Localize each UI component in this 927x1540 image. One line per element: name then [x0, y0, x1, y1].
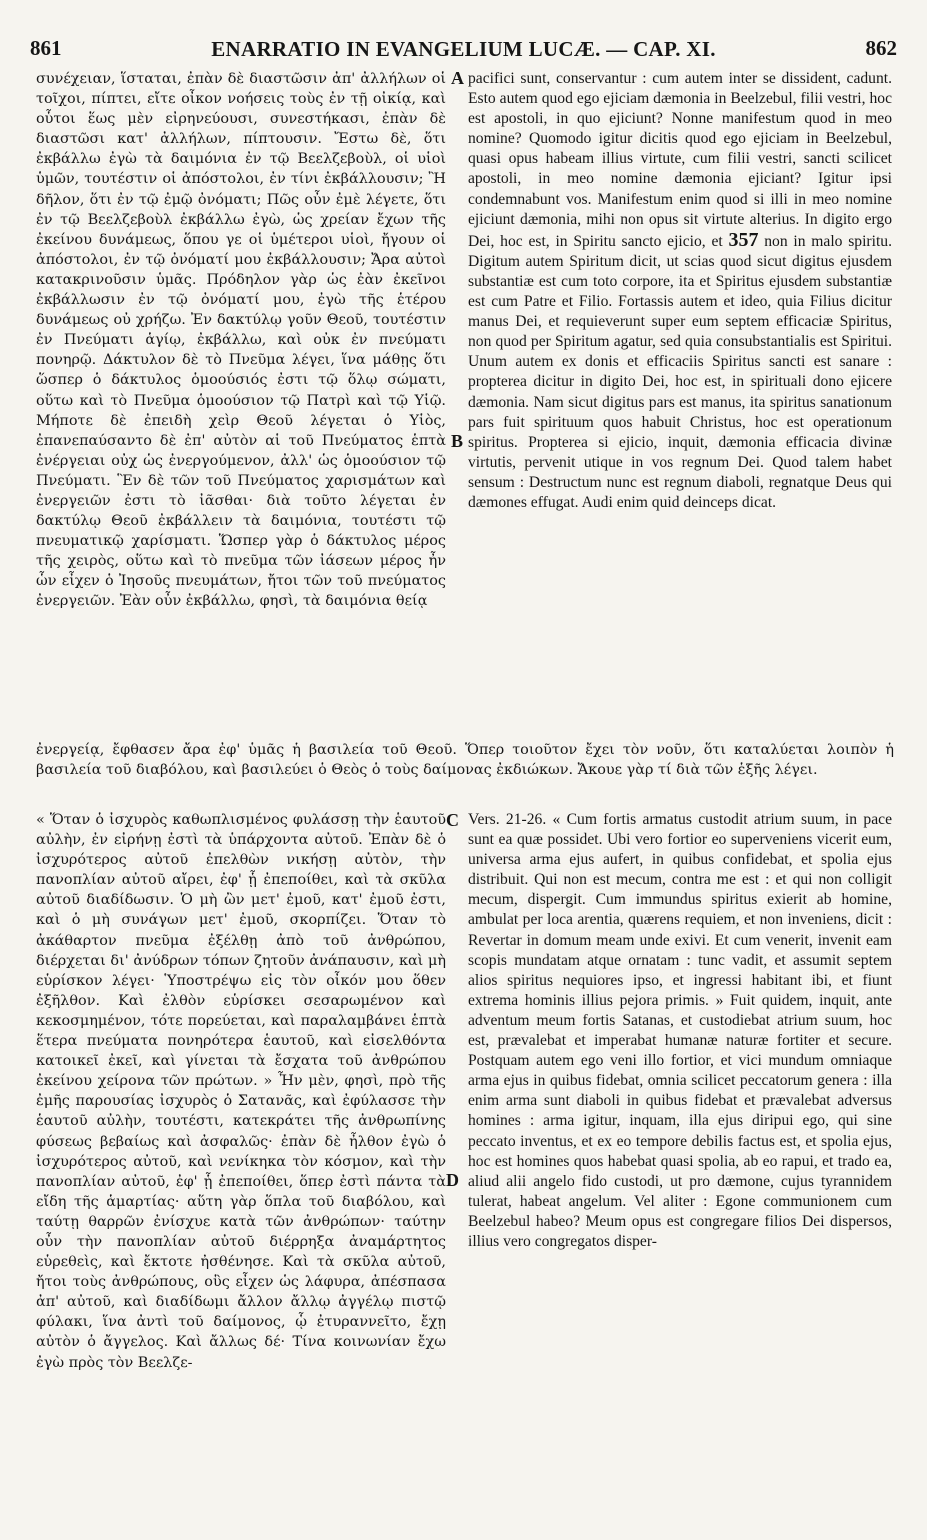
page-number-right: 862 — [865, 36, 897, 60]
page-number-left: 861 — [30, 36, 62, 60]
latin-column-top — [468, 69, 892, 741]
greek-spanning-text: ἐνεργείᾳ, ἔφθασεν ἄρα ἐφ' ὑμᾶς ἡ βασιλεία τοῦ Θεοῦ. Ὅπερ τοιοῦτον ἔχει τὸν νοῦν, ὅτι καταλύεται λοιπὸν ἡ βασιλεία τοῦ διαβόλου, καὶ βασιλεύει ὁ Θεὸς ὁ τοὺς δαίμονας ἐκδιώκων. Ἄκουε γὰρ τί διὰ τῶν ἑξῆς λέγει. — [36, 742, 894, 779]
greek-column-bottom: « Ὅταν ὁ ἰσχυρὸς καθωπλισμένος φυλάσσῃ τὴν ἑαυτοῦ αὐλὴν, ἐν εἰρήνῃ ἐστὶ τὰ ὑπάρχοντα αὐτοῦ. Ἐπὰν δὲ ὁ ἰσχυρότερος αὐτοῦ ἐπελθὼν νικήσῃ αὐτὸν, τὴν πανοπλίαν αὐτοῦ αἴρει, ἐφ' ᾗ ἐπεποίθει, καὶ τὰ σκῦλα αὐτοῦ διαδίδωσιν. Ὁ μὴ ὢν μετ' ἐμοῦ, κατ' ἐμοῦ ἐστι, καὶ ὁ μὴ συνάγων μετ' ἐμοῦ, σκορπίζει. Ὅταν τὸ ἀκάθαρτον πνεῦμα ἐξέλθῃ ἀπὸ τοῦ ἀνθρώπου, διέρχεται δι' ἀνύδρων τόπων ζητοῦν ἀνάπαυσιν, καὶ μὴ εὑρίσκον λέγει· Ὑποστρέψω εἰς τὸν οἶκόν μου ὅθεν ἐξῆλθον. Καὶ ἐλθὸν εὑρίσκει σεσαρωμένον καὶ κεκοσμημένον, τότε πορεύεται, καὶ παραλαμβάνει ἑπτὰ ἕτερα πνεύματα πονηρότερα ἑαυτοῦ, καὶ εἰσελθόντα κατοικεῖ ἐκεῖ, καὶ γίνεται τὰ ἔσχατα τοῦ ἀνθρώπου ἐκείνου χείρονα τῶν πρώτων. » Ἦν μὲν, φησὶ, πρὸ τῆς ἐμῆς παρουσίας ἰσχυρὸς ὁ Σατανᾶς, καὶ ἐφύλασσε τὴν ἑαυτοῦ αὐλὴν, τουτέστι, κατεκράτει τῆς ἀνθρωπίνης φύσεως βεβαίως καὶ ἀσφαλῶς· ἐπὰν δὲ ἦλθον ἐγὼ ὁ ἰσχυρότερος αὐτοῦ, καὶ νενίκηκα τὸν κόσμον, καὶ τὴν πανοπλίαν αὐτοῦ, ἐφ' ᾗ ἐπεποίθει, ὅπερ ἐστὶ πάντα τὰ εἴδη τῆς ἁμαρτίας· αὕτη γὰρ ὅπλα τοῦ διαβόλου, καὶ ταύτῃ θαρρῶν ἐνίσχυε κατὰ τῶν ἀνθρώπων· ταύτην οὖν τὴν πανοπλίαν αὐτοῦ διέρρηξα ἀναμάρτητος εὑρεθεὶς, καὶ ἔκτοτε ἠσθένησε. Καὶ τὰ σκῦλα αὐτοῦ, ἤτοι τοὺς ἀνθρώπους, οὓς εἶχεν ὡς λάφυρα, ἀπέσπασα ἀπ' αὐτοῦ, καὶ διαδίδωμι ἄλλον ἄλλῳ ἀγγέλῳ πιστῷ φύλακι, ἵνα ἀντὶ τοῦ δαίμονος, ᾧ ἐτυραννεῖτο, ἔχῃ αὐτὸν ὁ ἄγγελος. Καὶ ἄλλως δέ· Τίνα κοινωνίαν ἔχω ἐγὼ πρὸς τὸν Βεελζε- — [36, 812, 446, 1371]
marker-a: A — [451, 68, 464, 88]
marker-c: C — [446, 810, 459, 830]
marker-b: B — [451, 431, 464, 451]
latin-column-bottom: Vers. 21-26. « Cum fortis armatus custodit atrium suum, in pace sunt ea quæ possidet. Ubi vero fortior eo superveniens vicerit eum, universa arma ejus aufert, in quibus confidebat, et spolia ejus distribuit. Qui non est mecum, contra me est : et qui non colligit mecum, dispergit. Cum immundus spiritus exierit ab homine, ambulat per loca arentia, quærens requiem, et non inveniens, dicit : Revertar in domum meam unde exivi. Et cum venerit, invenit eam scopis mundatam atque ornatam : tunc vadit, et assumit septem alios spiritus nequiores ipso, et ingressi habitant ibi, et fiunt extrema hominis illius pejora primis. » Fuit quidem, inquit, ante adventum meum fortis Satanas, et custodiebat atrium suum, hoc est, prævalebat et imperabat humanæ naturæ fortiter et secure. Postquam autem ego veni illo fortior, et vici mundum omniaque arma ejus in quibus fidebat, omnia scilicet peccatorum genera : illa enim arma sunt diaboli in quibus fidebat et prævalebat adversus homines : arma igitur, inquam, illa ejus diripui ego, qui sine peccato inventus, et ex eo tempore debilis factus est, et spolia ejus, hoc est homines quos habebat quasi spolia, ab eo rapui, et trado ea, aliud alii angelo fido custodi, ut pro dæmone, cujus tyrannidem tulerat, habeat angelum. Vel aliter : Egone communionem cum Beelzebul habeo? Meum opus est congregare filios Dei dispersos, illius vero congregatos disper- — [468, 811, 892, 1250]
latin-top-part-2: non in malo spiritu. Digitum autem Spiritum dicit, ut scias quod sicut digitus ejusdem substantiæ est cum toto corpore, ita et Spiritus ejusdem substantiæ est cum Patre et Filio. Fortassis autem et ideo, quia Filius dicitur manus Dei, et requieverunt super eum septem efficaciæ Spiritus, non quod per Spiritum agatur, sed quia consubstantialis est Spiritui. Unum autem ex donis et efficaciis Spiritus sancti est sanare : propterea dicitur in digito Dei, hoc est, in spirituali dono ejicere dæmonia. Nam sicut digitus pars est manus, ita spiritus sanationum pars fuit spirituum quos habuit Christus, hoc est operationum spiritus. Propterea si ejicio, inquit, dæmonia efficacia divinæ virtutis, pervenit utique in vos regnum Dei. Quod talem habet sensum : Destructum nunc est regnum diaboli, regnatque Deus qui dæmones effugat. Audi enim quid deinceps dicat. — [468, 232, 892, 511]
greek-column-top: συνέχειαν, ἵσταται, ἐπὰν δὲ διαστῶσιν ἀπ' ἀλλήλων οἱ τοῖχοι, πίπτει, εἴτε οἶκον νοήσεις τοὺς ἐν τῇ οἰκίᾳ, καὶ οὗτοι ἕως μὲν εἰρηνεύουσι, συνεστήκασι, ἐπὰν δὲ διαστῶσι κατ' ἀλλήλων, πίπτουσιν. Ἔστω δὲ, ὅτι ἐκβάλλω ἐγὼ τὰ δαιμόνια ἐν τῷ Βεελζεβοὺλ, οἱ υἱοὶ ὑμῶν, τουτέστιν οἱ ἀπόστολοι, ἐν τίνι ἐκβάλλουσιν; Ἢ δῆλον, ὅτι ἐν τῷ ἐμῷ ὀνόματι; Πῶς οὖν ἐμὲ λέγετε, ὅτι ἐν τῷ Βεελζεβοὺλ ἐκβάλλω ἐγὼ, ὡς χρείαν ἔχων τῆς ἐκείνου δυνάμεως, ὅπου γε οἱ ὑμέτεροι υἱοὶ, ἤγουν οἱ ἀπόστολοι, ἐν τῷ ὀνόματί μου ἐκβάλλουσιν; Ἄρα αὐτοὶ κατακρινοῦσιν ὑμᾶς. Πρόδηλον γὰρ ὡς ἐὰν ἐκεῖνοι ἐκβάλλωσιν ἐν τῷ ὀνόματί μου, ἐγὼ τῆς ἑτέρου δυνάμεως οὐ χρήζω. Ἐν δακτύλῳ γοῦν Θεοῦ, τουτέστιν ἐν Πνεύματι ἁγίῳ, ἐκβάλλω, καὶ οὐκ ἐν πνεύματι πονηρῷ. Δάκτυλον δὲ τὸ Πνεῦμα λέγει, ἵνα μάθῃς ὅτι ὥσπερ ὁ δάκτυλος ὁμοούσιός ἐστι τῷ ὅλῳ σώματι, οὕτω καὶ τὸ Πνεῦμα ὁμοούσιον τῷ Πατρὶ καὶ τῷ Υἱῷ. Μήποτε δὲ ἐπειδὴ χεὶρ Θεοῦ λέγεται ὁ Υἱὸς, ἐπανεπαύσαντο δὲ ἐπ' αὐτὸν αἱ τοῦ Πνεύματος ἑπτὰ ἐνέργειαι οὐχ ὡς ἐνεργούμενον, ἀλλ' ὡς ὁμοούσιον τῷ Πνεύματι. Ἓν δὲ τῶν τοῦ Πνεύματος χαρισμάτων καὶ ἐνεργειῶν ἐστι τὸ ἰᾶσθαι· διὰ τοῦτο λέγεται ἐν δακτύλῳ Θεοῦ ἐκβάλλειν τὰ δαιμόνια, τουτέστι τῷ πνευματικῷ χαρίσματι. Ὥσπερ γὰρ ὁ δάκτυλος μέρος τῆς χειρὸς, οὕτω καὶ τὸ πνεῦμα τῶν ἰάσεων μέρος ἦν ὧν εἶχεν ὁ Ἰησοῦς πνευμάτων, ἤτοι τῶν τοῦ πνεύματος ἐνεργειῶν. Ἐὰν οὖν ἐκβάλλω, φησὶ, τὰ δαιμόνια θείᾳ — [36, 71, 446, 610]
running-header — [30, 36, 897, 68]
running-title: ENARRATIO IN EVANGELIUM LUCÆ. — CAP. XI. — [211, 37, 716, 61]
marker-d: D — [446, 1170, 459, 1190]
latin-top-part-1: pacifici sunt, conservantur : cum autem inter se dissident, cadunt. Esto autem quod ego ejiciam dæmonia in Beelzebul, filii vestri, hoc est apostoli, in quo ejiciunt? Nonne manifestum quod in meo nomine? Quomodo igitur dicitis quod ego ejiciam in Beelzebul, quasi opus habeam illius virtute, cum filii vestri, sancti scilicet apostoli, in meo nomine dæmonia ejiciant? Igitur ipsi condemnabunt vos. Manifestum enim quod si illi in meo nomine ejiciunt dæmonia, mihi non opus sit virtute alterius. In digito ergo Dei, hoc est, in Spiritu sancto ejicio, et — [468, 70, 892, 250]
inline-page-number: 357 — [728, 228, 759, 251]
